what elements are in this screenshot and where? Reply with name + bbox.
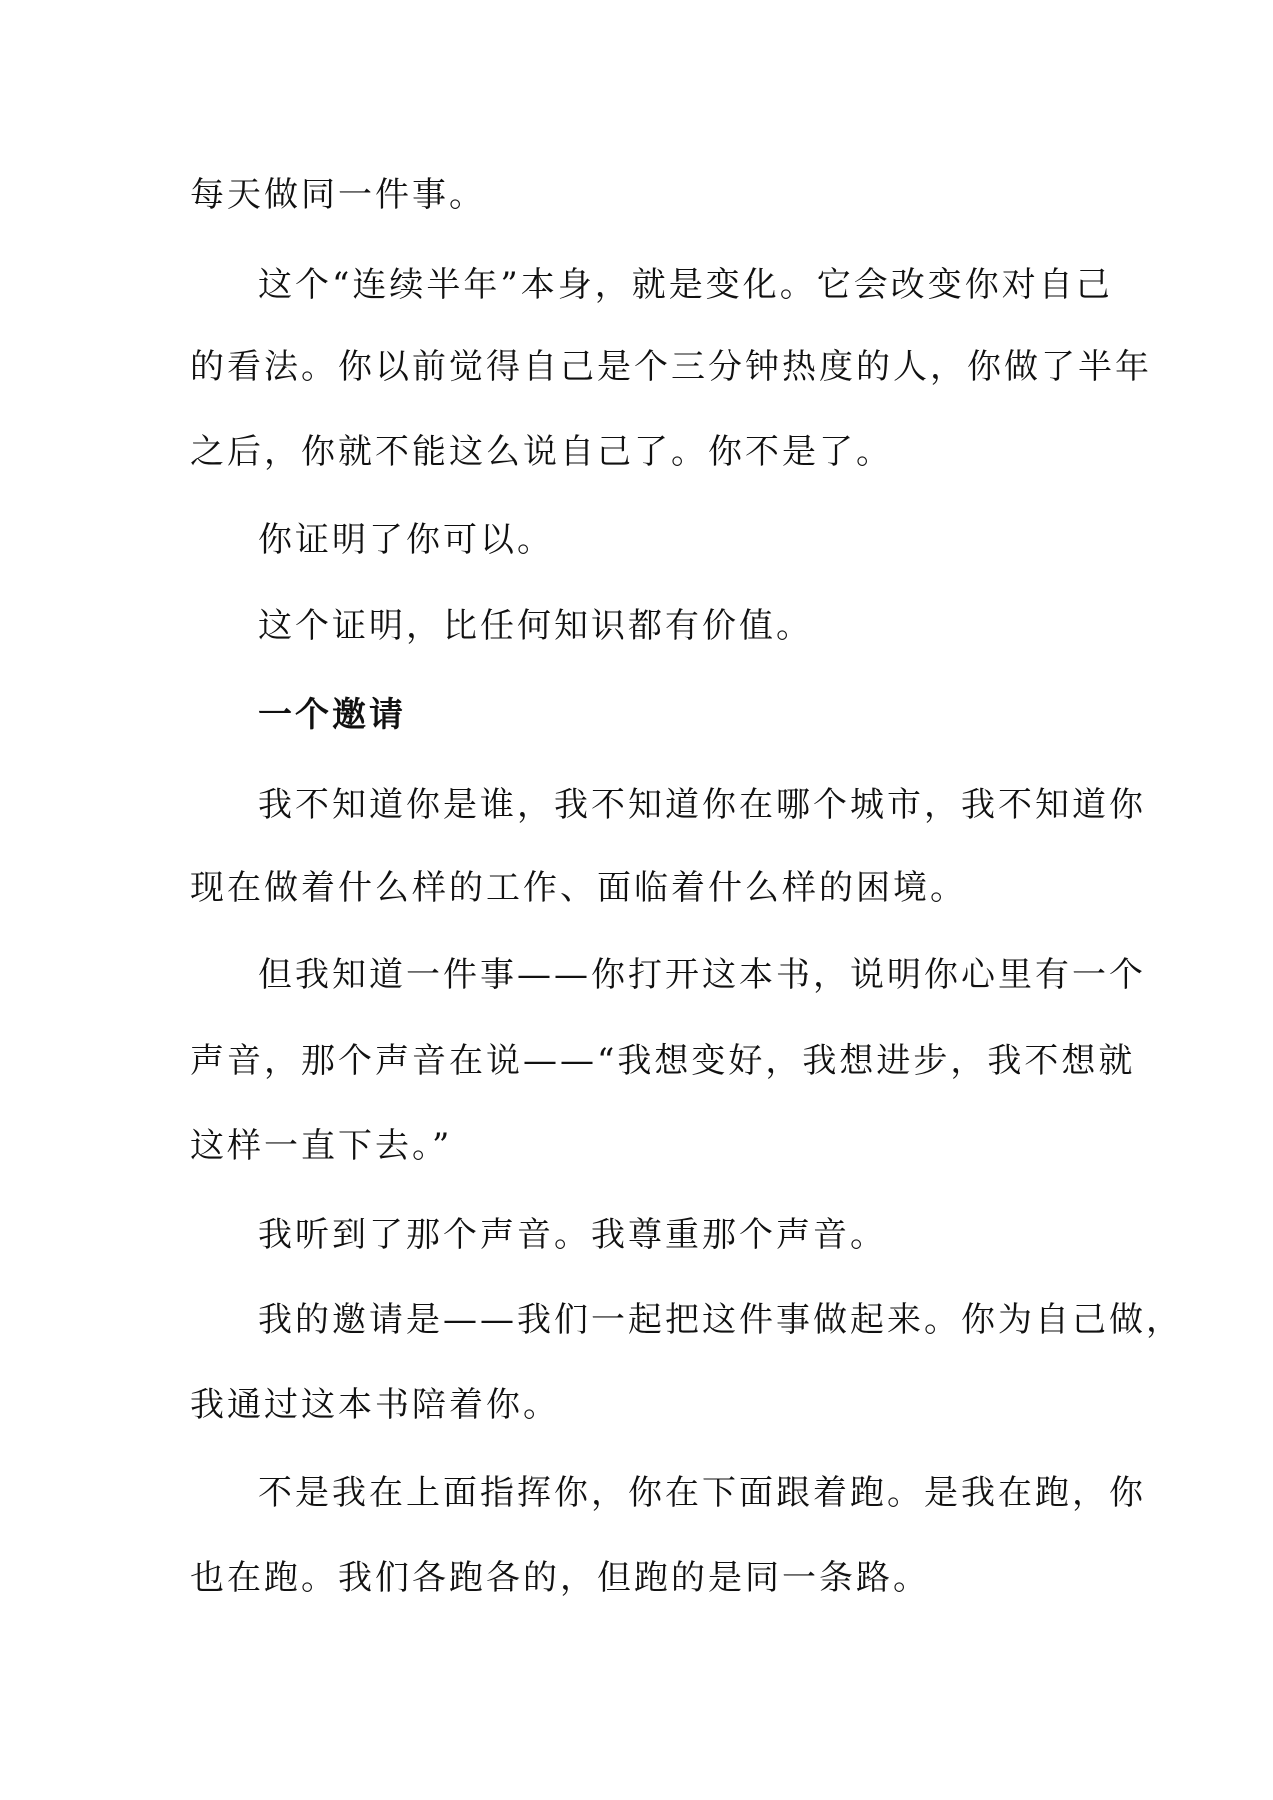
paragraph-line: 的看法。你以前觉得自己是个三分钟热度的人，你做了半年 [190, 347, 1152, 387]
paragraph-line: 我的邀请是——我们一起把这件事做起来。你为自己做， [258, 1300, 1183, 1340]
section-heading: 一个邀请 [258, 695, 406, 735]
paragraph-line: 这样一直下去。” [190, 1126, 453, 1166]
paragraph-line: 我听到了那个声音。我尊重那个声音。 [258, 1215, 887, 1255]
paragraph-line: 这个“连续半年”本身，就是变化。它会改变你对自己 [258, 265, 1113, 305]
paragraph-line: 之后，你就不能这么说自己了。你不是了。 [190, 432, 893, 472]
paragraph-line: 声音，那个声音在说——“我想变好，我想进步，我不想就 [190, 1041, 1136, 1081]
paragraph-line: 不是我在上面指挥你，你在下面跟着跑。是我在跑，你 [258, 1473, 1146, 1513]
paragraph-line: 这个证明，比任何知识都有价值。 [258, 606, 813, 646]
paragraph-line: 现在做着什么样的工作、面临着什么样的困境。 [190, 868, 967, 908]
paragraph-line: 也在跑。我们各跑各的，但跑的是同一条路。 [190, 1558, 930, 1598]
paragraph-line: 每天做同一件事。 [190, 175, 486, 215]
paragraph-line: 我通过这本书陪着你。 [190, 1385, 560, 1425]
paragraph-line: 你证明了你可以。 [258, 520, 554, 560]
paragraph-line: 我不知道你是谁，我不知道你在哪个城市，我不知道你 [258, 785, 1146, 825]
paragraph-line: 但我知道一件事——你打开这本书，说明你心里有一个 [258, 955, 1146, 995]
